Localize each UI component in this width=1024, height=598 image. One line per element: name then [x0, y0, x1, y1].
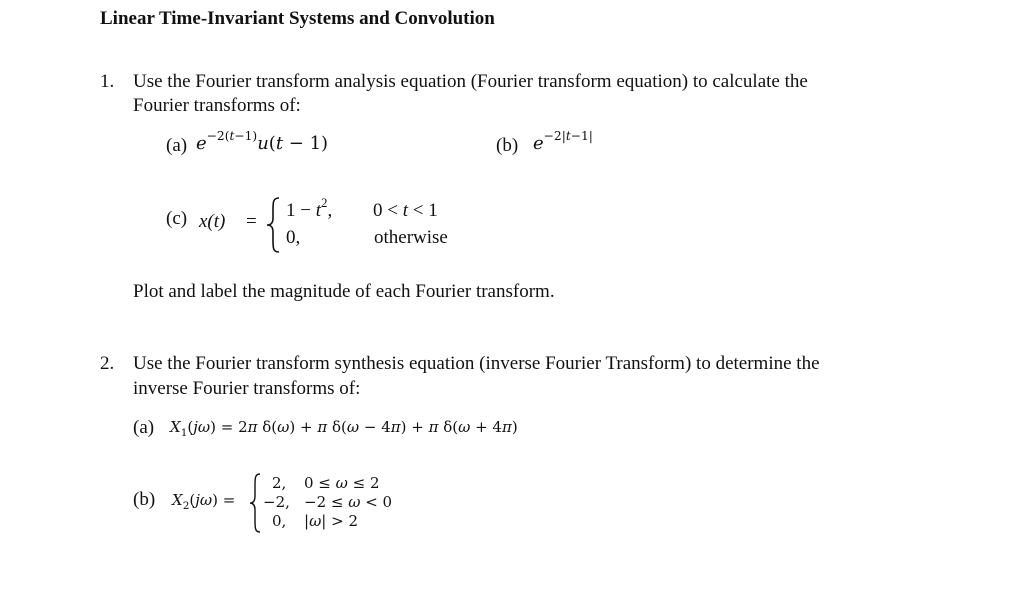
problem-1c-case1-cond: 0 < t < 1 — [373, 200, 438, 221]
problem-2b-case2-val: −2, — [263, 493, 290, 511]
problem-1c-case1-expr: $1 - t^2$, — [286, 194, 333, 221]
problem-2b-lhs: $X_2(j\omega)$ = — [172, 491, 236, 512]
problem-2a-label: (a) — [133, 417, 155, 438]
left-brace-icon — [248, 472, 262, 534]
problem-1-text-line2: Fourier transforms of: — [133, 95, 301, 116]
problem-2b-case1-val: 2, — [272, 474, 287, 492]
problem-1a-label: (a) — [166, 135, 188, 156]
problem-1b-label: (b) — [496, 135, 519, 156]
problem-2-text-line1: Use the Fourier transform synthesis equation (inverse Fourier Transform) to determine the — [133, 353, 820, 374]
problem-2b-case3-val: 0, — [272, 512, 287, 530]
problem-2b-case2-cond: −2 ≤ ω < 0 — [304, 493, 393, 511]
problem-2-text-line2: inverse Fourier transforms of: — [133, 378, 361, 399]
problem-1-number: 1. — [100, 71, 115, 92]
problem-1c-lhs: x(t) — [199, 211, 226, 232]
problem-1c-label: (c) — [166, 208, 188, 229]
problem-1c-case2-cond: otherwise — [374, 227, 448, 248]
problem-1a-expression: $e^{-2(t-1)}u(t - 1)$ — [196, 129, 329, 154]
problem-1-plot-instruction: Plot and label the magnitude of each Fourier transform. — [133, 281, 555, 302]
problem-1c-equals: = — [246, 211, 257, 232]
problem-1-text-line1: Use the Fourier transform analysis equation (Fourier transform equation) to calculate the — [133, 71, 808, 92]
problem-2b-case1-cond: 0 ≤ ω ≤ 2 — [304, 474, 380, 492]
problem-2b-case3-cond: |ω| > 2 — [304, 512, 358, 530]
problem-2b-label: (b) — [133, 489, 156, 510]
problem-2a-expression: $X_1(j\omega) = 2\pi$ δ(ω) + π δ(ω − 4π) + π δ(ω + 4π) — [170, 418, 518, 439]
problem-1c-case2-expr: 0, — [286, 227, 301, 248]
left-brace-icon — [265, 196, 281, 254]
page-title: Linear Time-Invariant Systems and Convolution — [100, 8, 495, 29]
problem-1b-expression: $e^{-2|t-1|}$ — [533, 129, 593, 154]
problem-2-number: 2. — [100, 353, 115, 374]
